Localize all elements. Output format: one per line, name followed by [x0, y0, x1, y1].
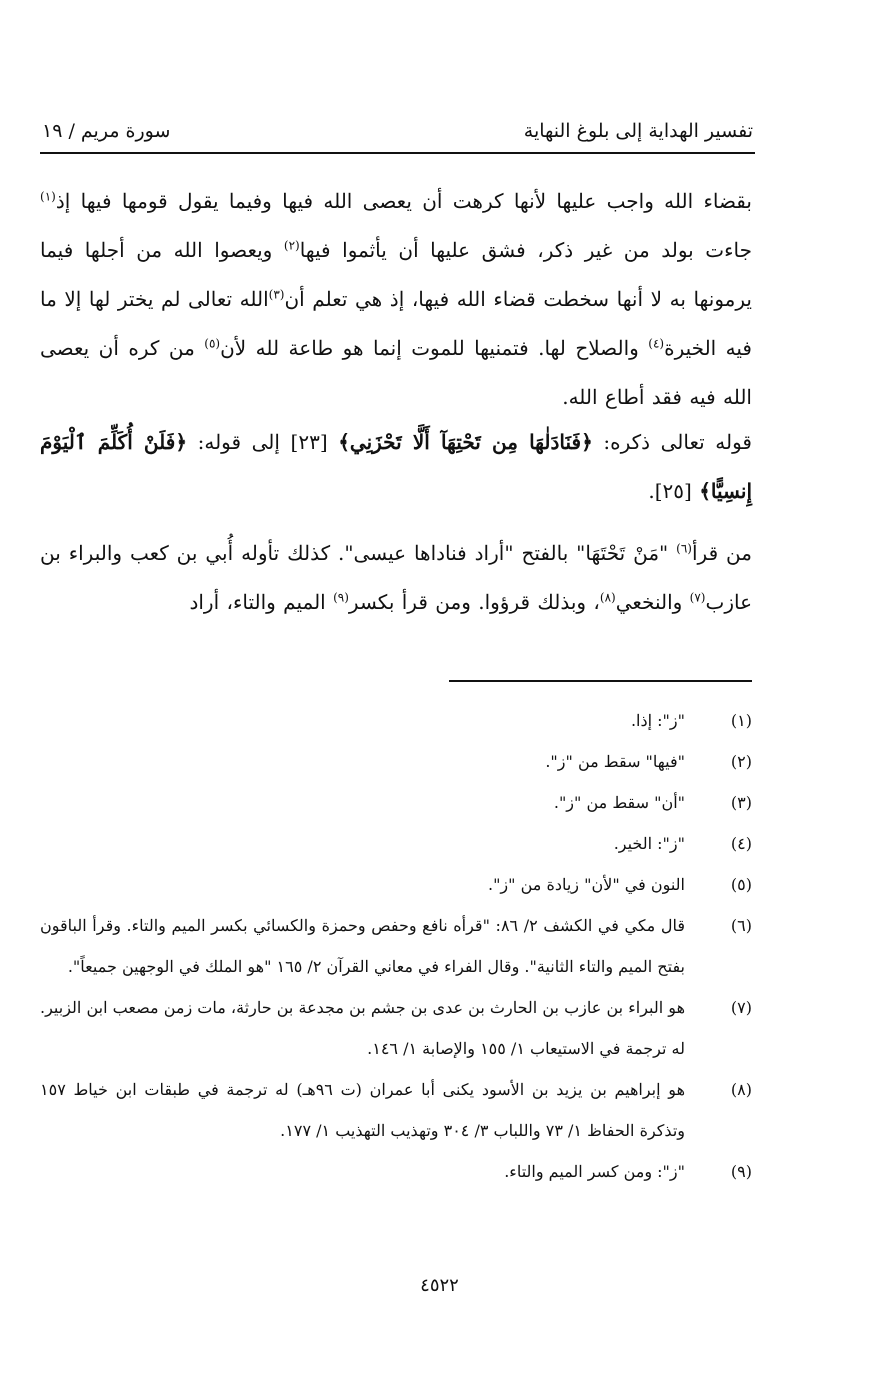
footnote-marker: (٥)	[204, 336, 221, 351]
footnote-marker: (٤)	[648, 336, 665, 351]
footnote-number: (٩)	[730, 1162, 752, 1181]
footnotes	[40, 700, 752, 1192]
footnote-text: "ز": الخير.	[613, 834, 685, 853]
footnote	[40, 700, 752, 741]
footnote-number: (٦)	[730, 916, 752, 935]
page-number: ٤٥٢٢	[420, 1275, 459, 1296]
text-segment: الله تعالى لم يختر لها إلا ما فيه الخيرة	[40, 287, 752, 360]
footnote-marker: (٣)	[268, 287, 285, 302]
footnote-number: (٨)	[730, 1080, 752, 1099]
footnote	[40, 864, 752, 905]
footnote	[40, 741, 752, 782]
footnote-number: (٤)	[730, 834, 752, 853]
footnote-marker: (٧)	[689, 590, 706, 605]
footnote-text: "ز": ومن كسر الميم والتاء.	[504, 1162, 685, 1181]
surah-label: سورة مريم / ١٩	[42, 120, 171, 142]
footnote-marker: (٢)	[283, 238, 300, 253]
footnote-marker: (٨)	[599, 590, 616, 605]
footnote-number: (٧)	[730, 998, 752, 1017]
text-segment: من كره أن يعصى الله فيه فقد أطاع الله.	[40, 336, 752, 409]
text-segment: والنخعي	[615, 590, 690, 614]
footnote-text: قال مكي في الكشف ٢/ ٨٦: "قرأه نافع وحفص وحمزة والكسائي بكسر الميم والتاء. وقرأ الباقون بفتح الميم والتاء الثانية". وقال الفراء في معاني القرآن ٢/ ١٦٥ "هو الملك في الوجهين جميعاً".	[40, 916, 686, 976]
footnote-text: "أن" سقط من "ز".	[553, 793, 685, 812]
footnote-marker: (١)	[40, 189, 56, 204]
footnote-text: "ز": إذا.	[630, 711, 685, 730]
footnote-number: (٣)	[730, 793, 752, 812]
footnote	[40, 823, 752, 864]
text-segment: جاءت بولد من غير ذكر، فشق عليها أن يأثموا فيها	[299, 238, 752, 262]
footnote	[40, 1151, 752, 1192]
footnote-separator	[449, 680, 752, 682]
footnote-text: النون في "لأن" زيادة من "ز".	[487, 875, 685, 894]
footnote-text: هو البراء بن عازب بن الحارث بن عدى بن جشم بن مجدعة بن حارثة، مات زمن مصعب ابن الزبير. له ترجمة في الاستيعاب ١/ ١٥٥ والإصابة ١/ ١٤٦.	[40, 998, 685, 1058]
quran-verse: ﴿فَنَادَلٰهَا مِن تَحْتِهَآ أَلَّا تَحْزَنِي﴾	[338, 430, 593, 454]
paragraph-3	[40, 529, 752, 627]
footnote	[40, 782, 752, 823]
footnote-number: (١)	[730, 711, 752, 730]
footnote	[40, 1069, 752, 1151]
running-header	[40, 112, 755, 154]
text-segment: بقضاء الله واجب عليها لأنها كرهت أن يعصى الله فيها وفيما يقول قومها فيها إذ	[55, 189, 752, 213]
footnote-text: هو إبراهيم بن يزيد بن الأسود يكنى أبا عمران (ت ٩٦هـ) له ترجمة في طبقات ابن خياط ١٥٧ وتذكرة الحفاظ ١/ ٧٣ واللباب ٣/ ٣٠٤ وتهذيب التهذيب ١/ ١٧٧.	[40, 1080, 686, 1140]
paragraph-1	[40, 177, 752, 422]
quran-verse: ﴿فَلَنْ أُكَلِّمَ ٱلْيَوْمَ إِنسِيًّا﴾	[40, 430, 752, 503]
text-segment: قوله تعالى ذكره:	[592, 430, 752, 454]
footnote-number: (٢)	[730, 752, 752, 771]
footnote	[40, 987, 752, 1069]
text-segment: "مَنْ تَحْتَهَا" بالفتح "أراد فناداها عيسى". كذلك تأوله أُبي بن كعب والبراء بن عازب	[40, 541, 752, 614]
text-segment: [٢٣] إلى قوله:	[187, 430, 339, 454]
text-segment: والصلاح لها. فتمنيها للموت إنما هو طاعة لله لأن	[220, 336, 649, 360]
footnote-number: (٥)	[730, 875, 752, 894]
footnote	[40, 905, 752, 987]
paragraph-2	[40, 418, 752, 516]
footnote-marker: (٩)	[333, 590, 349, 605]
footnote-marker: (٦)	[676, 541, 692, 556]
text-segment: [٢٥].	[648, 479, 700, 503]
text-segment: ، وبذلك قرؤوا. ومن قرأ بكسر	[348, 590, 600, 614]
text-segment: الميم والتاء، أراد	[189, 590, 334, 614]
footnote-text: "فيها" سقط من "ز".	[545, 752, 685, 771]
book-title: تفسير الهداية إلى بلوغ النهاية	[523, 120, 753, 142]
text-segment: من قرأ	[691, 541, 752, 565]
text-segment: ويعصوا الله من أجلها فيما يرمونها به لا أنها سخطت قضاء الله فيها، إذ هي تعلم أن	[40, 238, 752, 311]
